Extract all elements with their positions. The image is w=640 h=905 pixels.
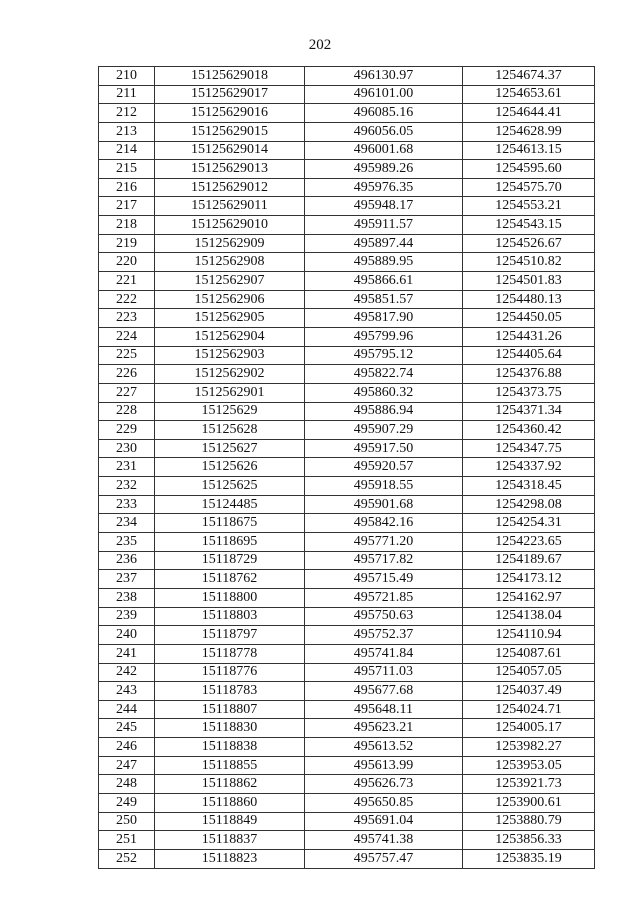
x-coordinate-cell: 495623.21 — [305, 719, 463, 738]
table-row — [99, 104, 595, 123]
y-coordinate-cell: 1254162.97 — [463, 588, 595, 607]
row-number-cell: 225 — [99, 346, 155, 365]
x-coordinate-cell: 495948.17 — [305, 197, 463, 216]
x-coordinate-cell: 495626.73 — [305, 775, 463, 794]
y-coordinate-cell: 1254628.99 — [463, 122, 595, 141]
row-number-cell: 230 — [99, 439, 155, 458]
y-coordinate-cell: 1254223.65 — [463, 533, 595, 552]
point-id-cell: 15125629012 — [155, 178, 305, 197]
row-number-cell: 238 — [99, 588, 155, 607]
table-row — [99, 439, 595, 458]
row-number-cell: 210 — [99, 67, 155, 86]
row-number-cell: 221 — [99, 272, 155, 291]
table-row — [99, 756, 595, 775]
point-id-cell: 15118838 — [155, 738, 305, 757]
y-coordinate-cell: 1254674.37 — [463, 67, 595, 86]
point-id-cell: 15118675 — [155, 514, 305, 533]
x-coordinate-cell: 495817.90 — [305, 309, 463, 328]
y-coordinate-cell: 1254575.70 — [463, 178, 595, 197]
x-coordinate-cell: 495799.96 — [305, 327, 463, 346]
x-coordinate-cell: 495907.29 — [305, 421, 463, 440]
table-row — [99, 160, 595, 179]
point-id-cell: 1512562907 — [155, 272, 305, 291]
table-row — [99, 85, 595, 104]
row-number-cell: 248 — [99, 775, 155, 794]
table-row — [99, 700, 595, 719]
y-coordinate-cell: 1254450.05 — [463, 309, 595, 328]
point-id-cell: 15125628 — [155, 421, 305, 440]
table-row — [99, 216, 595, 235]
y-coordinate-cell: 1254480.13 — [463, 290, 595, 309]
point-id-cell: 15118776 — [155, 663, 305, 682]
point-id-cell: 1512562905 — [155, 309, 305, 328]
point-id-cell: 15118803 — [155, 607, 305, 626]
row-number-cell: 239 — [99, 607, 155, 626]
point-id-cell: 1512562902 — [155, 365, 305, 384]
x-coordinate-cell: 496101.00 — [305, 85, 463, 104]
table-row — [99, 272, 595, 291]
table-row — [99, 141, 595, 160]
y-coordinate-cell: 1253880.79 — [463, 812, 595, 831]
row-number-cell: 222 — [99, 290, 155, 309]
row-number-cell: 235 — [99, 533, 155, 552]
y-coordinate-cell: 1254595.60 — [463, 160, 595, 179]
point-id-cell: 1512562906 — [155, 290, 305, 309]
page-number: 202 — [308, 37, 332, 53]
table-row — [99, 831, 595, 850]
y-coordinate-cell: 1253953.05 — [463, 756, 595, 775]
y-coordinate-cell: 1254189.67 — [463, 551, 595, 570]
y-coordinate-cell: 1254057.05 — [463, 663, 595, 682]
row-number-cell: 244 — [99, 700, 155, 719]
row-number-cell: 224 — [99, 327, 155, 346]
point-id-cell: 15125629011 — [155, 197, 305, 216]
table-row — [99, 327, 595, 346]
table-row — [99, 607, 595, 626]
x-coordinate-cell: 495711.03 — [305, 663, 463, 682]
table-row — [99, 588, 595, 607]
table-row — [99, 533, 595, 552]
y-coordinate-cell: 1253900.61 — [463, 793, 595, 812]
point-id-cell: 15125629017 — [155, 85, 305, 104]
row-number-cell: 215 — [99, 160, 155, 179]
table-row — [99, 551, 595, 570]
y-coordinate-cell: 1254553.21 — [463, 197, 595, 216]
x-coordinate-cell: 495866.61 — [305, 272, 463, 291]
x-coordinate-cell: 495889.95 — [305, 253, 463, 272]
y-coordinate-cell: 1253921.73 — [463, 775, 595, 794]
x-coordinate-cell: 495860.32 — [305, 383, 463, 402]
x-coordinate-cell: 495613.99 — [305, 756, 463, 775]
x-coordinate-cell: 496001.68 — [305, 141, 463, 160]
table-row — [99, 458, 595, 477]
point-id-cell: 15118762 — [155, 570, 305, 589]
point-id-cell: 15125629015 — [155, 122, 305, 141]
x-coordinate-cell: 495677.68 — [305, 682, 463, 701]
row-number-cell: 229 — [99, 421, 155, 440]
point-id-cell: 15125629016 — [155, 104, 305, 123]
point-id-cell: 15125627 — [155, 439, 305, 458]
row-number-cell: 218 — [99, 216, 155, 235]
row-number-cell: 247 — [99, 756, 155, 775]
row-number-cell: 214 — [99, 141, 155, 160]
y-coordinate-cell: 1253856.33 — [463, 831, 595, 850]
point-id-cell: 15118862 — [155, 775, 305, 794]
point-id-cell: 15118830 — [155, 719, 305, 738]
table-body — [99, 67, 595, 869]
x-coordinate-cell: 495648.11 — [305, 700, 463, 719]
coordinates-table — [98, 66, 595, 869]
y-coordinate-cell: 1254337.92 — [463, 458, 595, 477]
table-row — [99, 309, 595, 328]
row-number-cell: 233 — [99, 495, 155, 514]
table-row — [99, 67, 595, 86]
y-coordinate-cell: 1254373.75 — [463, 383, 595, 402]
y-coordinate-cell: 1254037.49 — [463, 682, 595, 701]
y-coordinate-cell: 1254405.64 — [463, 346, 595, 365]
point-id-cell: 15125629018 — [155, 67, 305, 86]
row-number-cell: 213 — [99, 122, 155, 141]
point-id-cell: 15125625 — [155, 477, 305, 496]
x-coordinate-cell: 495715.49 — [305, 570, 463, 589]
x-coordinate-cell: 496056.05 — [305, 122, 463, 141]
point-id-cell: 15125629 — [155, 402, 305, 421]
x-coordinate-cell: 495901.68 — [305, 495, 463, 514]
point-id-cell: 1512562904 — [155, 327, 305, 346]
row-number-cell: 234 — [99, 514, 155, 533]
x-coordinate-cell: 495911.57 — [305, 216, 463, 235]
point-id-cell: 1512562909 — [155, 234, 305, 253]
x-coordinate-cell: 495750.63 — [305, 607, 463, 626]
point-id-cell: 15118849 — [155, 812, 305, 831]
table-row — [99, 570, 595, 589]
table-row — [99, 290, 595, 309]
y-coordinate-cell: 1254543.15 — [463, 216, 595, 235]
point-id-cell: 15125629014 — [155, 141, 305, 160]
x-coordinate-cell: 495920.57 — [305, 458, 463, 477]
point-id-cell: 15118823 — [155, 849, 305, 868]
row-number-cell: 250 — [99, 812, 155, 831]
x-coordinate-cell: 495613.52 — [305, 738, 463, 757]
x-coordinate-cell: 495897.44 — [305, 234, 463, 253]
table-row — [99, 402, 595, 421]
y-coordinate-cell: 1254318.45 — [463, 477, 595, 496]
y-coordinate-cell: 1254613.15 — [463, 141, 595, 160]
y-coordinate-cell: 1254371.34 — [463, 402, 595, 421]
y-coordinate-cell: 1254173.12 — [463, 570, 595, 589]
table-row — [99, 421, 595, 440]
y-coordinate-cell: 1254431.26 — [463, 327, 595, 346]
x-coordinate-cell: 495691.04 — [305, 812, 463, 831]
point-id-cell: 15125629010 — [155, 216, 305, 235]
table-row — [99, 122, 595, 141]
table-row — [99, 663, 595, 682]
row-number-cell: 237 — [99, 570, 155, 589]
point-id-cell: 15118783 — [155, 682, 305, 701]
x-coordinate-cell: 495976.35 — [305, 178, 463, 197]
table-row — [99, 253, 595, 272]
x-coordinate-cell: 495741.38 — [305, 831, 463, 850]
y-coordinate-cell: 1254024.71 — [463, 700, 595, 719]
table-row — [99, 234, 595, 253]
row-number-cell: 231 — [99, 458, 155, 477]
row-number-cell: 240 — [99, 626, 155, 645]
x-coordinate-cell: 495721.85 — [305, 588, 463, 607]
y-coordinate-cell: 1254298.08 — [463, 495, 595, 514]
x-coordinate-cell: 496085.16 — [305, 104, 463, 123]
point-id-cell: 15118807 — [155, 700, 305, 719]
row-number-cell: 217 — [99, 197, 155, 216]
x-coordinate-cell: 495757.47 — [305, 849, 463, 868]
point-id-cell: 1512562903 — [155, 346, 305, 365]
row-number-cell: 226 — [99, 365, 155, 384]
row-number-cell: 243 — [99, 682, 155, 701]
y-coordinate-cell: 1254087.61 — [463, 644, 595, 663]
row-number-cell: 219 — [99, 234, 155, 253]
y-coordinate-cell: 1254005.17 — [463, 719, 595, 738]
row-number-cell: 216 — [99, 178, 155, 197]
table-row — [99, 682, 595, 701]
table-row — [99, 197, 595, 216]
table-row — [99, 383, 595, 402]
y-coordinate-cell: 1254138.04 — [463, 607, 595, 626]
x-coordinate-cell: 495650.85 — [305, 793, 463, 812]
table-row — [99, 495, 595, 514]
point-id-cell: 15125626 — [155, 458, 305, 477]
x-coordinate-cell: 495989.26 — [305, 160, 463, 179]
table-row — [99, 514, 595, 533]
row-number-cell: 232 — [99, 477, 155, 496]
point-id-cell: 15124485 — [155, 495, 305, 514]
y-coordinate-cell: 1253982.27 — [463, 738, 595, 757]
x-coordinate-cell: 495842.16 — [305, 514, 463, 533]
y-coordinate-cell: 1254644.41 — [463, 104, 595, 123]
point-id-cell: 15118797 — [155, 626, 305, 645]
y-coordinate-cell: 1254510.82 — [463, 253, 595, 272]
table-row — [99, 365, 595, 384]
x-coordinate-cell: 495741.84 — [305, 644, 463, 663]
table-row — [99, 477, 595, 496]
y-coordinate-cell: 1254501.83 — [463, 272, 595, 291]
row-number-cell: 211 — [99, 85, 155, 104]
point-id-cell: 15118860 — [155, 793, 305, 812]
y-coordinate-cell: 1254653.61 — [463, 85, 595, 104]
table-row — [99, 738, 595, 757]
row-number-cell: 242 — [99, 663, 155, 682]
point-id-cell: 1512562908 — [155, 253, 305, 272]
row-number-cell: 227 — [99, 383, 155, 402]
x-coordinate-cell: 495886.94 — [305, 402, 463, 421]
x-coordinate-cell: 495752.37 — [305, 626, 463, 645]
point-id-cell: 15118729 — [155, 551, 305, 570]
row-number-cell: 246 — [99, 738, 155, 757]
x-coordinate-cell: 495822.74 — [305, 365, 463, 384]
row-number-cell: 236 — [99, 551, 155, 570]
table-row — [99, 626, 595, 645]
y-coordinate-cell: 1254347.75 — [463, 439, 595, 458]
x-coordinate-cell: 495918.55 — [305, 477, 463, 496]
point-id-cell: 15118800 — [155, 588, 305, 607]
point-id-cell: 15118778 — [155, 644, 305, 663]
y-coordinate-cell: 1254254.31 — [463, 514, 595, 533]
point-id-cell: 15125629013 — [155, 160, 305, 179]
table-row — [99, 775, 595, 794]
row-number-cell: 241 — [99, 644, 155, 663]
table-row — [99, 644, 595, 663]
x-coordinate-cell: 495771.20 — [305, 533, 463, 552]
x-coordinate-cell: 496130.97 — [305, 67, 463, 86]
table-row — [99, 178, 595, 197]
y-coordinate-cell: 1254376.88 — [463, 365, 595, 384]
y-coordinate-cell: 1254110.94 — [463, 626, 595, 645]
row-number-cell: 212 — [99, 104, 155, 123]
row-number-cell: 252 — [99, 849, 155, 868]
row-number-cell: 220 — [99, 253, 155, 272]
x-coordinate-cell: 495917.50 — [305, 439, 463, 458]
point-id-cell: 15118837 — [155, 831, 305, 850]
row-number-cell: 228 — [99, 402, 155, 421]
table-row — [99, 793, 595, 812]
table-row — [99, 346, 595, 365]
x-coordinate-cell: 495795.12 — [305, 346, 463, 365]
x-coordinate-cell: 495717.82 — [305, 551, 463, 570]
row-number-cell: 249 — [99, 793, 155, 812]
y-coordinate-cell: 1253835.19 — [463, 849, 595, 868]
table-row — [99, 812, 595, 831]
y-coordinate-cell: 1254360.42 — [463, 421, 595, 440]
table-row — [99, 719, 595, 738]
row-number-cell: 251 — [99, 831, 155, 850]
y-coordinate-cell: 1254526.67 — [463, 234, 595, 253]
point-id-cell: 15118695 — [155, 533, 305, 552]
row-number-cell: 245 — [99, 719, 155, 738]
table-row — [99, 849, 595, 868]
point-id-cell: 15118855 — [155, 756, 305, 775]
row-number-cell: 223 — [99, 309, 155, 328]
x-coordinate-cell: 495851.57 — [305, 290, 463, 309]
point-id-cell: 1512562901 — [155, 383, 305, 402]
